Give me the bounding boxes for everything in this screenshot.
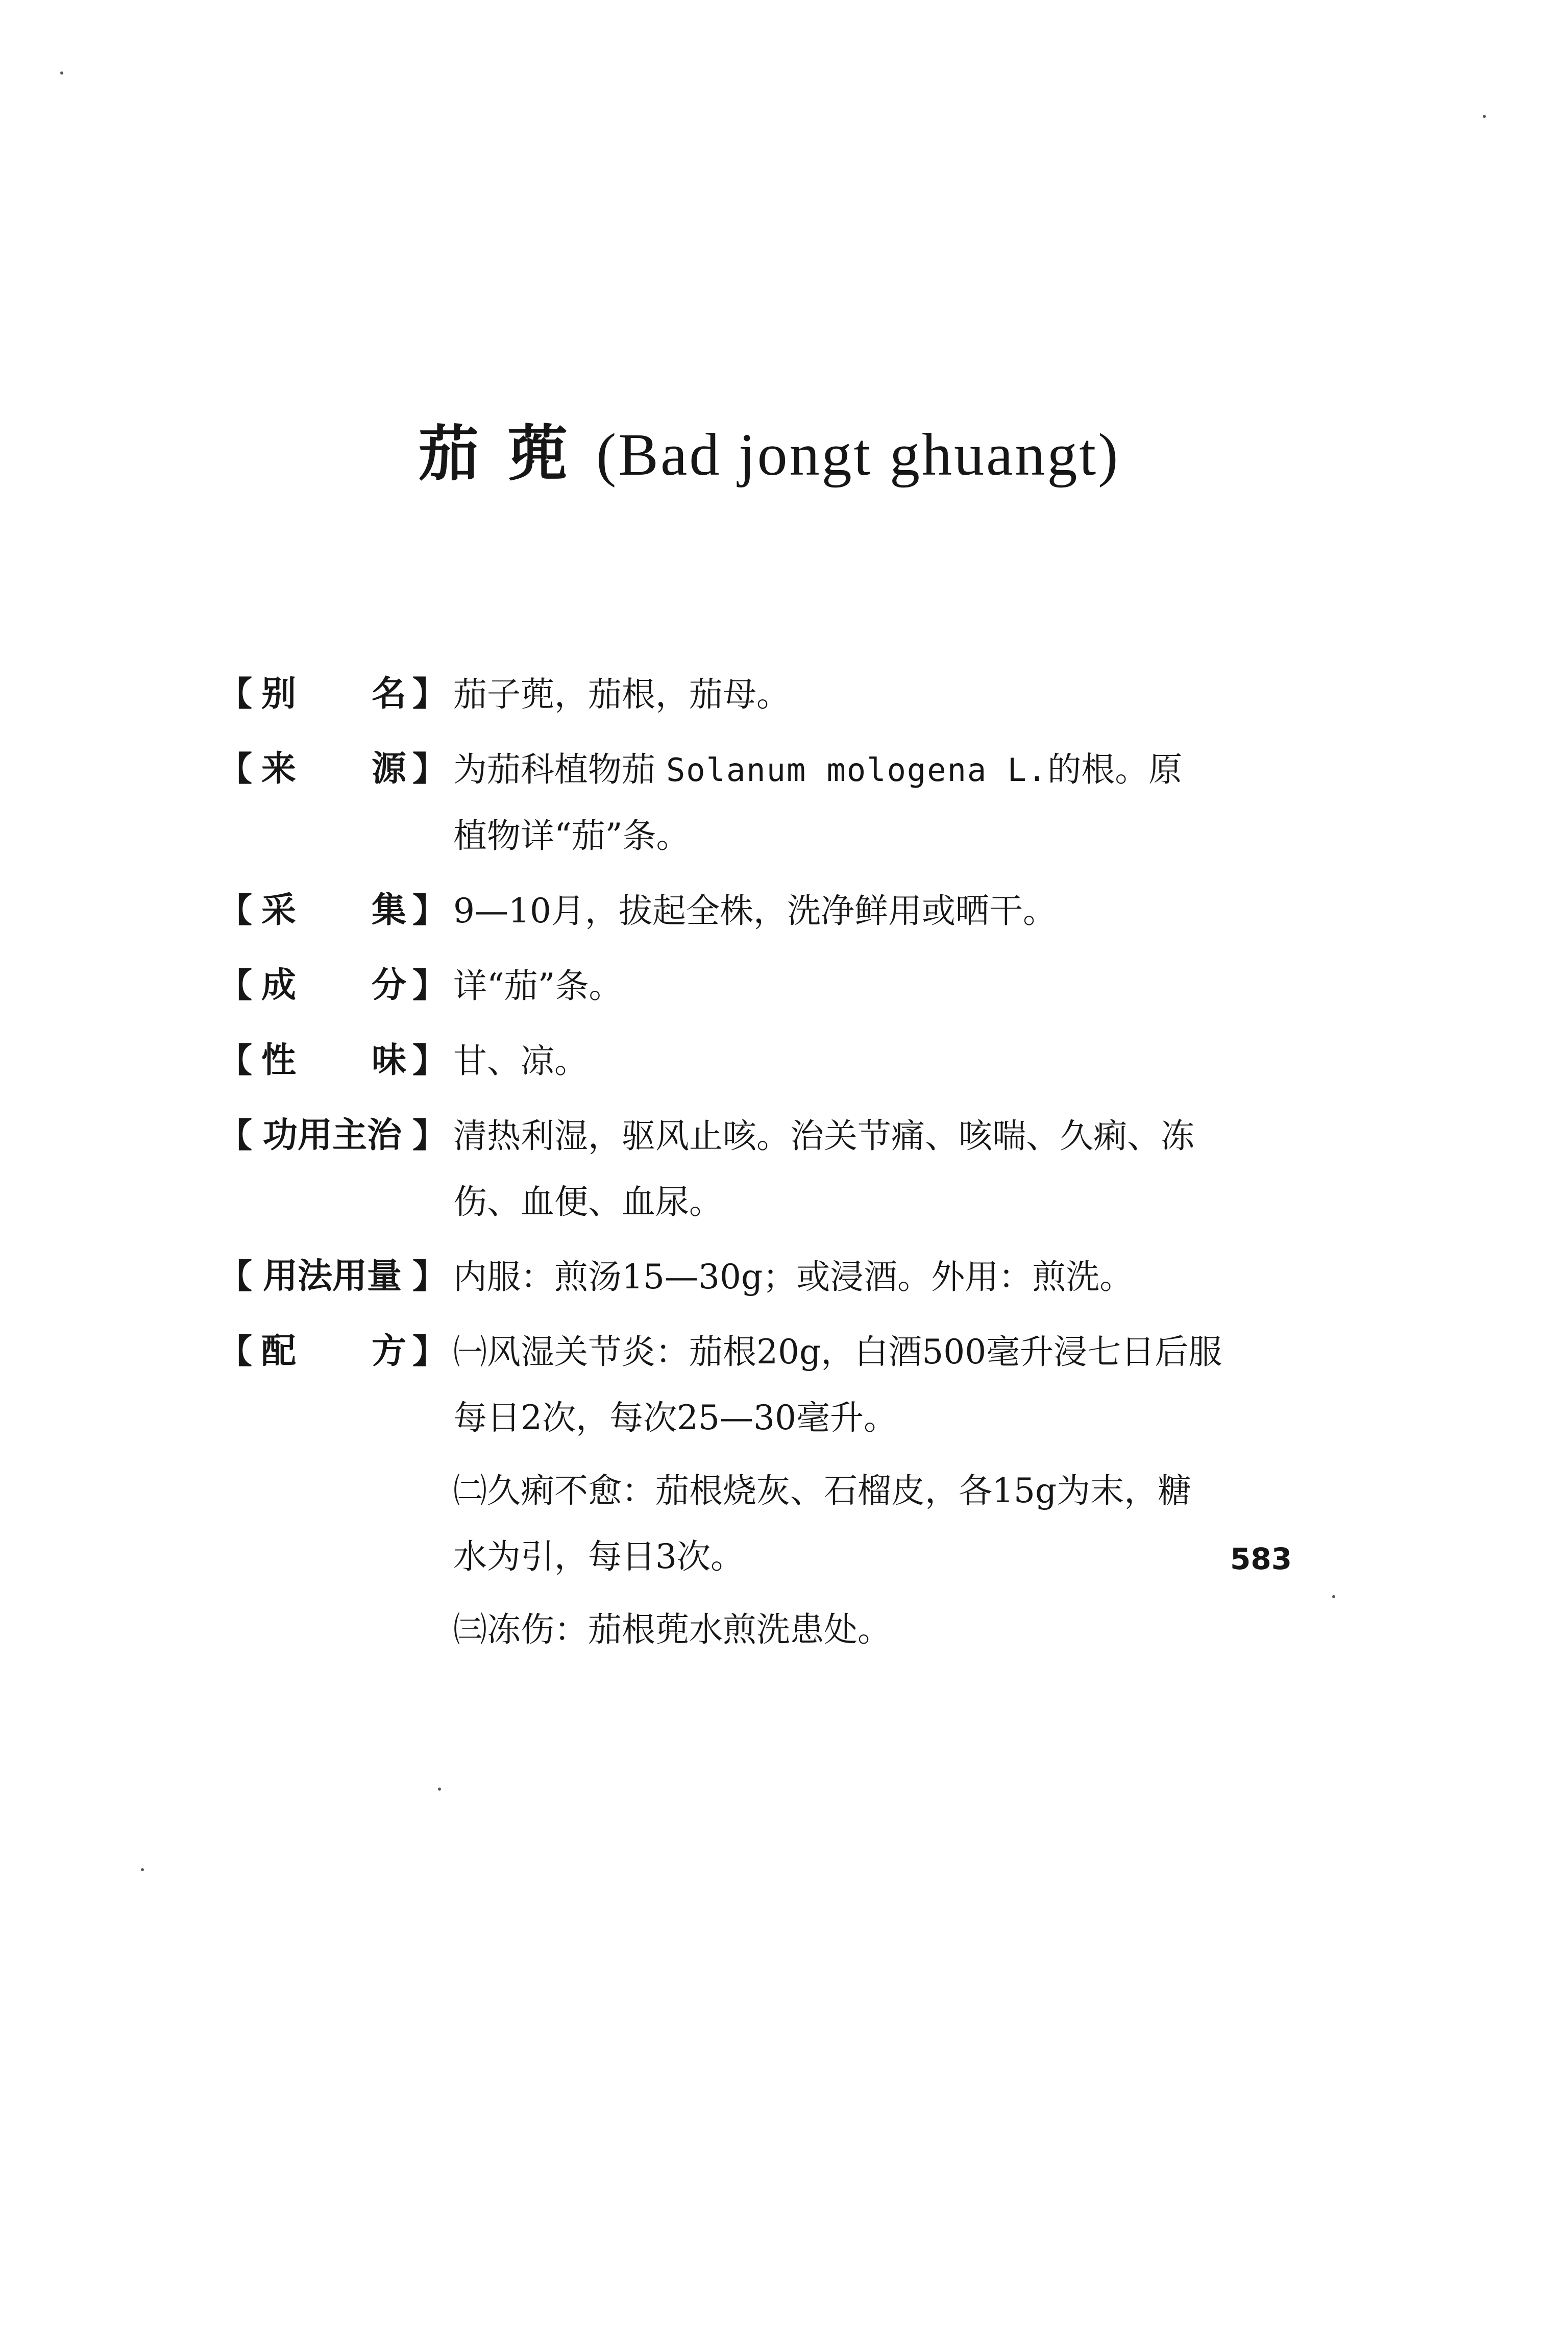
page-number: 583 — [1230, 1542, 1292, 1576]
field-label: 【 配 方 】 — [218, 1326, 453, 1377]
field-label: 【 性 味 】 — [218, 1035, 453, 1086]
content-line: ㈠风湿关节炎：茄根20g，白酒500毫升浸七日后服 — [453, 1332, 1222, 1372]
content-line: 每日2次，每次25—30毫升。 — [453, 1398, 897, 1437]
label-char: 别 — [261, 674, 297, 714]
label-char: 配 — [261, 1331, 297, 1372]
entry-title — [419, 419, 1120, 489]
field-functions-indications — [218, 1110, 1413, 1236]
field-content — [453, 879, 1413, 945]
label-char: 名 — [371, 674, 406, 714]
content-line: 植物详“茄”条。 — [453, 816, 690, 855]
label-char: 味 — [371, 1040, 406, 1081]
label-char: 采 — [261, 890, 297, 931]
field-label: 【 来 源 】 — [218, 744, 453, 795]
label-char: 成 — [261, 965, 297, 1006]
field-nature-flavor — [218, 1035, 1413, 1095]
label-char: 性 — [261, 1040, 297, 1081]
field-source — [218, 744, 1413, 870]
scan-speck — [141, 1868, 144, 1871]
content-line: 茄子蔸，茄根，茄母。 — [453, 675, 790, 714]
title-romanized: (Bad jongt ghuangt) — [596, 421, 1120, 488]
label-char: 方 — [371, 1331, 406, 1372]
field-content — [453, 1320, 1413, 1664]
scan-speck — [1332, 1595, 1335, 1598]
label-char: 集 — [371, 890, 406, 931]
field-label: 【 用法用量 】 — [218, 1251, 453, 1302]
field-label: 【 别 名 】 — [218, 669, 453, 720]
content-line: 详“茄”条。 — [453, 966, 623, 1006]
entry-fields — [218, 669, 1413, 1679]
content-line — [453, 738, 1413, 802]
label-text: 用法用量 — [262, 1256, 402, 1297]
field-label: 【 成 分 】 — [218, 960, 453, 1011]
scan-speck — [1483, 115, 1486, 118]
content-line: 9—10月，拔起全株，洗净鲜用或晒干。 — [453, 891, 1057, 931]
field-label: 【 采 集 】 — [218, 885, 453, 936]
field-content — [453, 663, 1413, 728]
field-content — [453, 738, 1413, 870]
field-usage-dosage — [218, 1251, 1413, 1311]
content-line: 甘、凉。 — [453, 1041, 588, 1081]
field-collection — [218, 885, 1413, 945]
field-content — [453, 1029, 1413, 1095]
field-content — [453, 1245, 1413, 1311]
label-char: 分 — [371, 965, 406, 1006]
field-label: 【 功用主治 】 — [218, 1110, 453, 1161]
source-text-pre: 为茄科植物茄 — [453, 750, 655, 789]
field-alias — [218, 669, 1413, 728]
label-text: 功用主治 — [262, 1115, 402, 1156]
content-line: 内服：煎汤15—30g；或浸酒。外用：煎洗。 — [453, 1257, 1134, 1297]
content-line: ㈢冻伤：茄根蔸水煎洗患处。 — [453, 1610, 891, 1649]
field-prescriptions — [218, 1326, 1413, 1664]
field-content — [453, 1104, 1413, 1236]
field-content — [453, 954, 1413, 1020]
field-composition — [218, 960, 1413, 1020]
title-chinese: 茄蔸 — [419, 419, 597, 489]
label-char: 来 — [261, 749, 297, 789]
scan-speck — [60, 71, 63, 75]
content-line: 伤、血便、血尿。 — [453, 1182, 723, 1221]
source-text-post: 的根。原 — [1047, 750, 1183, 789]
content-line: 水为引，每日3次。 — [453, 1537, 744, 1576]
latin-name: Solanum mologena L. — [666, 751, 1048, 789]
label-char: 源 — [371, 749, 406, 789]
scan-speck — [438, 1788, 441, 1791]
content-line: 清热利湿，驱风止咳。治关节痛、咳喘、久痢、冻 — [453, 1116, 1194, 1156]
content-line: ㈡久痢不愈：茄根烧灰、石榴皮，各15g为末，糖 — [453, 1471, 1192, 1510]
